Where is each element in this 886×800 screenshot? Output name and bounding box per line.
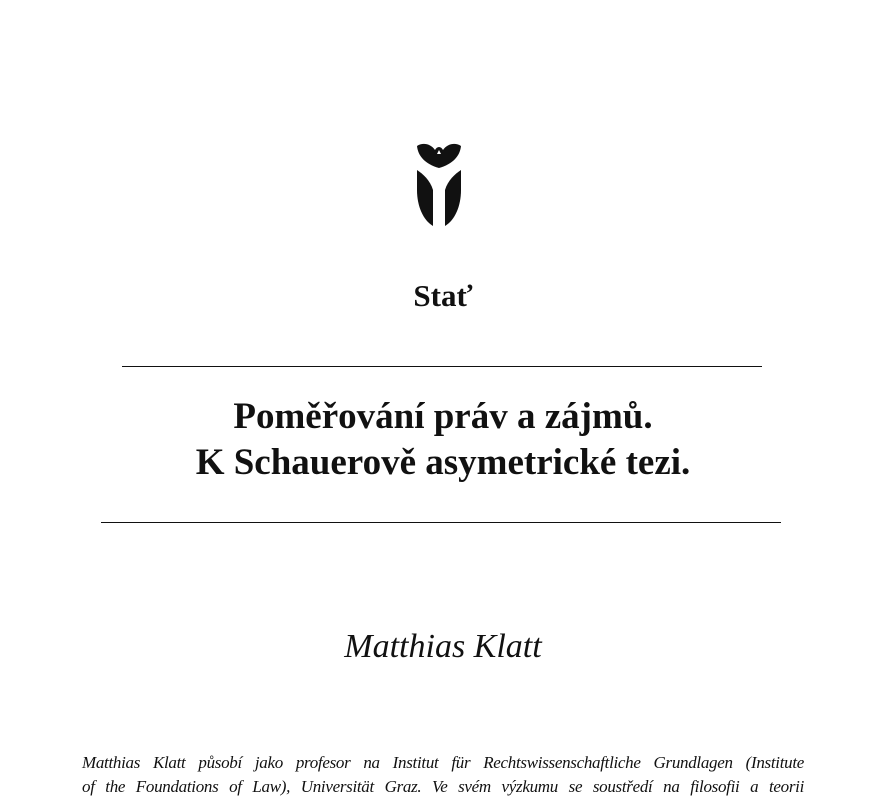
article-title-line-2: K Schauerově asymetrické tezi. [195, 442, 691, 483]
author-bio [82, 751, 804, 799]
author-bio-line-2: of the Foundations of Law), Universität Graz. Ve svém výzkumu se soustředí na filosofii a teorii [82, 777, 804, 796]
author-bio-line-1: Matthias Klatt působí jako profesor na Institut für Rechtswissenschaftliche Grundlagen (Institute [82, 753, 804, 772]
section-label: Stať [413, 278, 473, 313]
article-title [0, 394, 886, 486]
divider-bottom [101, 522, 781, 523]
journal-logo-icon [413, 140, 465, 228]
author-name: Matthias Klatt [344, 628, 542, 665]
article-title-line-1: Poměřování práv a zájmů. [233, 396, 653, 437]
divider-top [122, 366, 762, 367]
